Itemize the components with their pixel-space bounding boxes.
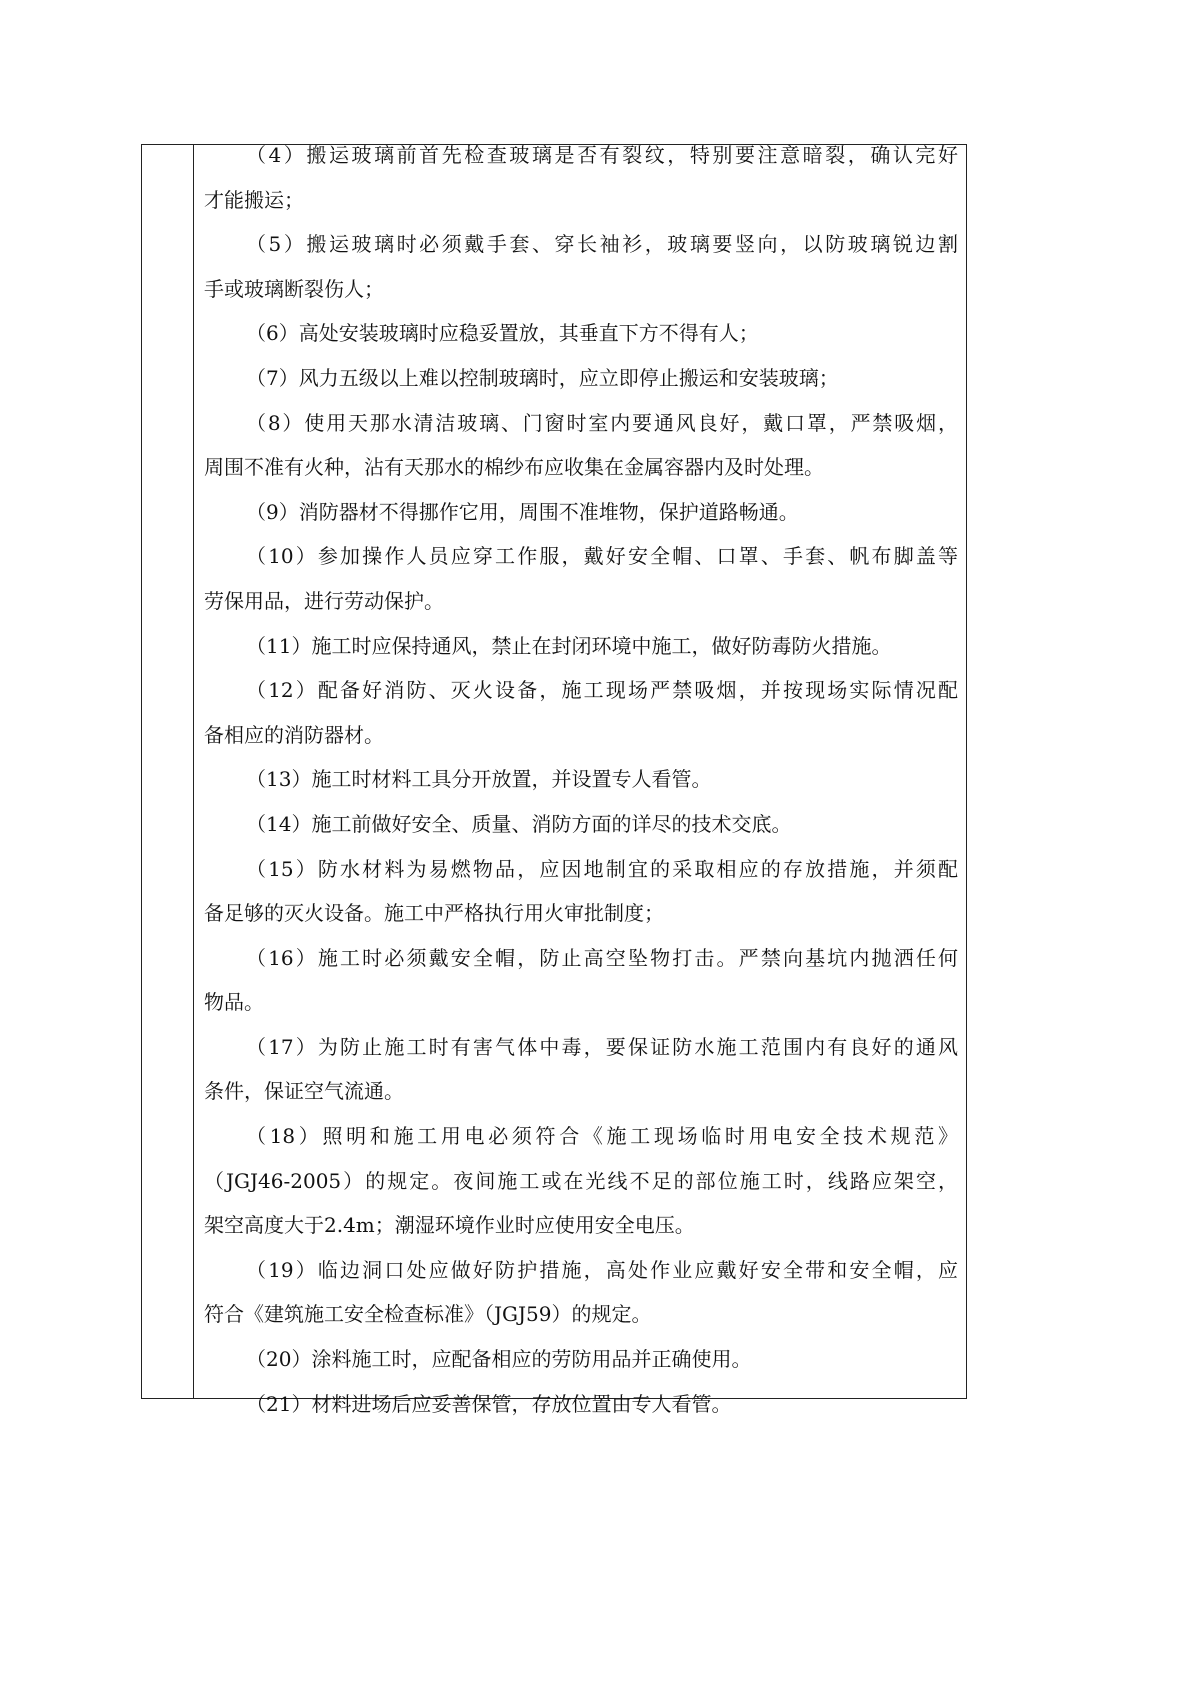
text-line: （20）涂料施工时，应配备相应的劳防用品并正确使用。: [246, 1347, 752, 1372]
safety-item: [204, 1114, 958, 1248]
text-line: 物品。: [204, 990, 264, 1015]
text-line: （9）消防器材不得挪作它用，周围不准堆物，保护道路畅通。: [246, 499, 799, 524]
text-line: （17）为防止施工时有害气体中毒，要保证防水施工范围内有良好的通风: [246, 1034, 958, 1059]
text-line: （7）风力五级以上难以控制玻璃时，应立即停止搬运和安装玻璃；: [246, 365, 839, 390]
safety-item: [204, 1337, 958, 1382]
text-line: （10）参加操作人员应穿工作服，戴好安全帽、口罩、手套、帆布脚盖等: [246, 544, 958, 569]
text-line: （JGJ46-2005）的规定。夜间施工或在光线不足的部位施工时，线路应架空，: [204, 1168, 958, 1193]
text-line: （19）临边洞口处应做好防护措施，高处作业应戴好安全带和安全帽，应: [246, 1257, 958, 1282]
text-line: （8）使用天那水清洁玻璃、门窗时室内要通风良好，戴口罩，严禁吸烟，: [246, 410, 958, 435]
safety-item: [204, 802, 958, 847]
text-line: （13）施工时材料工具分开放置，并设置专人看管。: [246, 767, 712, 792]
safety-item: [204, 490, 958, 535]
safety-item: [204, 936, 958, 1025]
text-line: （4）搬运玻璃前首先检查玻璃是否有裂纹，特别要注意暗裂，确认完好: [246, 143, 958, 167]
safety-item: [204, 222, 958, 311]
text-line: 符合《建筑施工安全检查标准》（JGJ59）的规定。: [204, 1302, 652, 1327]
text-line: （12）配备好消防、灭火设备，施工现场严禁吸烟，并按现场实际情况配: [246, 678, 958, 703]
document-table: [141, 143, 967, 1416]
safety-item: [204, 311, 958, 356]
text-line: （5）搬运玻璃时必须戴手套、穿长袖衫，玻璃要竖向，以防玻璃锐边割: [246, 232, 958, 257]
safety-requirements-cell: [204, 133, 958, 1426]
safety-item: [204, 1248, 958, 1337]
text-line: 才能搬运；: [204, 187, 304, 212]
safety-item: [204, 401, 958, 490]
safety-item: [204, 668, 958, 757]
safety-item: [204, 624, 958, 669]
text-line: 备相应的消防器材。: [204, 722, 384, 747]
text-line: （16）施工时必须戴安全帽，防止高空坠物打击。严禁向基坑内抛洒任何: [246, 945, 958, 970]
text-line: 周围不准有火种，沾有天那水的棉纱布应收集在金属容器内及时处理。: [204, 455, 824, 480]
text-line: 手或玻璃断裂伤人；: [204, 276, 384, 301]
text-line: 架空高度大于2.4m；潮湿环境作业时应使用安全电压。: [204, 1213, 695, 1238]
text-line: （6）高处安装玻璃时应稳妥置放，其垂直下方不得有人；: [246, 321, 759, 346]
text-line: 劳保用品，进行劳动保护。: [204, 588, 444, 613]
text-line: （18）照明和施工用电必须符合《施工现场临时用电安全技术规范》: [246, 1124, 958, 1149]
safety-item: [204, 1025, 958, 1114]
safety-item: [204, 534, 958, 623]
table-column-divider: [193, 145, 194, 1398]
text-line: （11）施工时应保持通风，禁止在封闭环境中施工，做好防毒防火措施。: [246, 633, 892, 658]
safety-item: [204, 757, 958, 802]
text-line: （21）材料进场后应妥善保管，存放位置由专人看管。: [246, 1391, 732, 1416]
text-line: （14）施工前做好安全、质量、消防方面的详尽的技术交底。: [246, 811, 792, 836]
safety-item: [204, 133, 958, 222]
safety-item: [204, 847, 958, 936]
text-line: 条件，保证空气流通。: [204, 1079, 404, 1104]
text-line: 备足够的灭火设备。施工中严格执行用火审批制度；: [204, 901, 664, 926]
text-line: （15）防水材料为易燃物品，应因地制宜的采取相应的存放措施，并须配: [246, 856, 958, 881]
safety-item: [204, 356, 958, 401]
safety-item: [204, 1382, 958, 1427]
